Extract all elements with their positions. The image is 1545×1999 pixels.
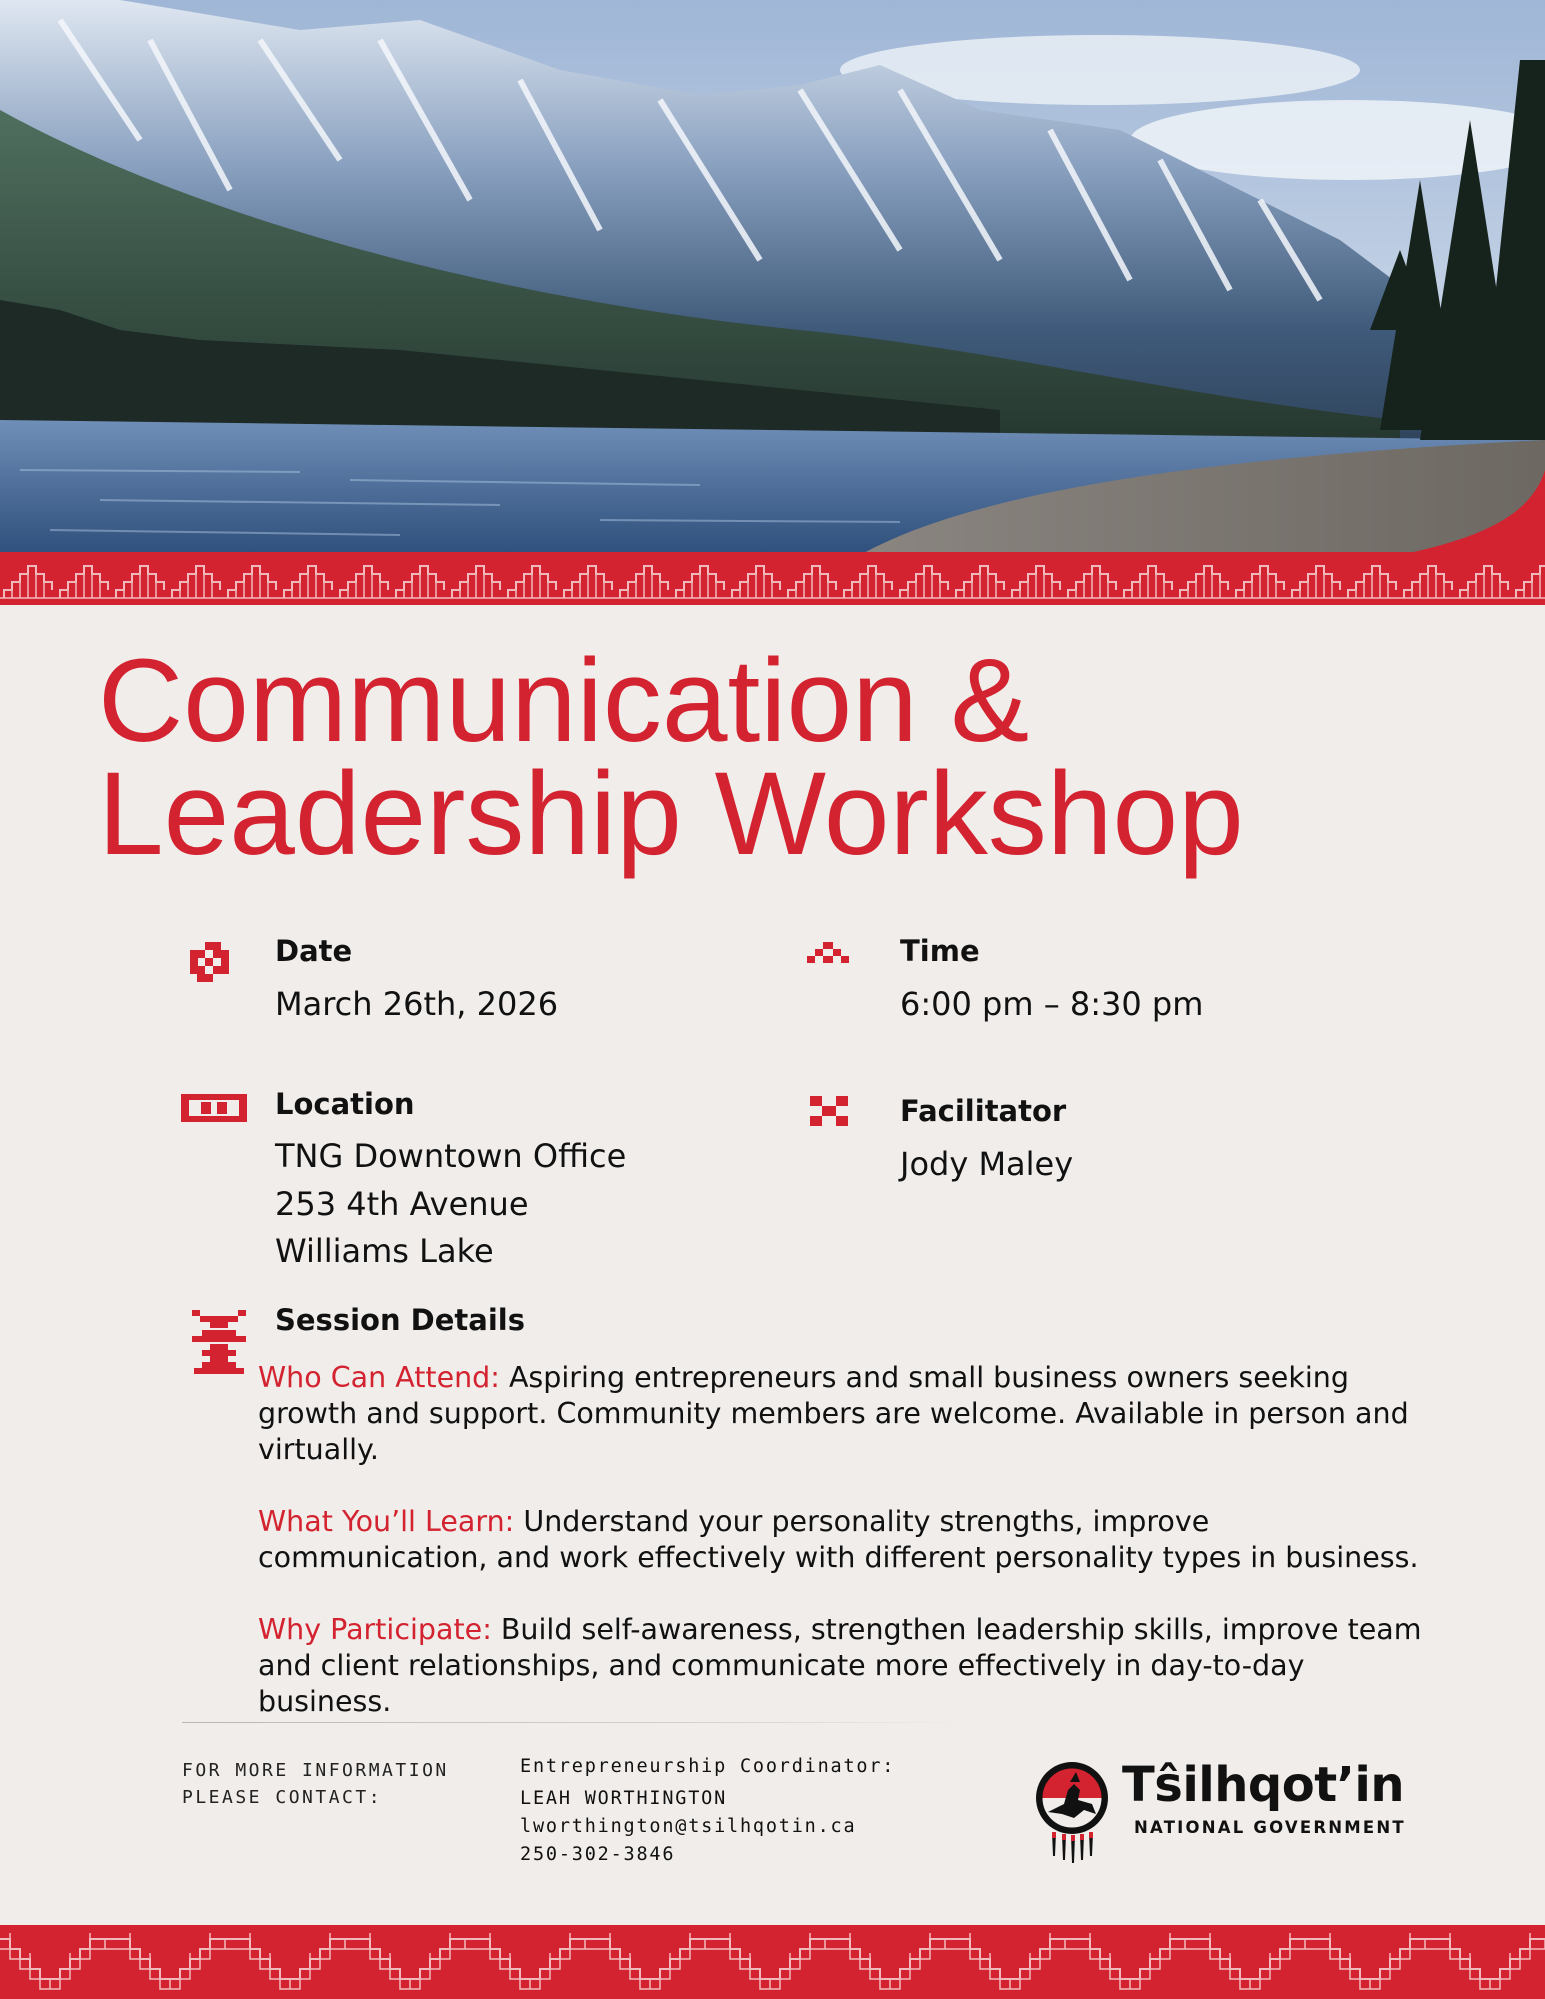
session-heading: Session Details <box>275 1303 525 1337</box>
facilitator-value: Jody Maley <box>900 1145 1074 1183</box>
what-youll-learn-paragraph <box>258 1504 1438 1576</box>
title-line-1: Communication & <box>98 635 1030 767</box>
why-line-3: business. <box>258 1685 392 1718</box>
why-line-1: Build self-awareness, strengthen leadership skills, improve team <box>500 1613 1422 1646</box>
tsilhqotin-seal-icon <box>1034 1760 1114 1868</box>
logo-subtitle: NATIONAL GOVERNMENT <box>1134 1818 1406 1837</box>
facilitator-label: Facilitator <box>900 1094 1067 1128</box>
why-line-2: and client relationships, and communicate more effectively in day-to-day <box>258 1649 1305 1682</box>
location-line-3: Williams Lake <box>275 1232 494 1270</box>
contact-role: Entrepreneurship Coordinator: <box>520 1756 896 1777</box>
cross-pattern-icon <box>810 1096 850 1130</box>
top-pattern-band <box>0 552 1545 605</box>
who-line-1: Aspiring entrepreneurs and small business owners seeking <box>508 1361 1349 1394</box>
what-line-2: communication, and work effectively with different personality types in business. <box>258 1541 1419 1574</box>
location-line-1: TNG Downtown Office <box>275 1137 627 1175</box>
location-label: Location <box>275 1087 415 1121</box>
what-line-1: Understand your personality strengths, improve <box>523 1505 1210 1538</box>
contact-details <box>520 1753 895 1869</box>
contact-email[interactable]: lworthington@tsilhqotin.ca <box>520 1816 857 1837</box>
title-line-2: Leadership Workshop <box>98 748 1244 880</box>
stacked-triangles-icon <box>188 1310 250 1380</box>
checker-pattern-icon <box>190 942 236 992</box>
contact-name: LEAH WORTHINGTON <box>520 1788 728 1809</box>
date-value: March 26th, 2026 <box>275 985 559 1023</box>
who-line-3: virtually. <box>258 1433 379 1466</box>
location-line-2: 253 4th Avenue <box>275 1185 529 1223</box>
band-pattern-icon <box>181 1094 247 1126</box>
page-title <box>98 635 1478 880</box>
contact-phone[interactable]: 250-302-3846 <box>520 1844 676 1865</box>
hero-landscape-image <box>0 0 1545 555</box>
what-label: What You’ll Learn: <box>258 1505 515 1538</box>
time-value: 6:00 pm – 8:30 pm <box>900 985 1204 1023</box>
logo-wordmark: Tŝilhqot’in <box>1122 1757 1405 1813</box>
section-divider <box>182 1722 962 1723</box>
who-label: Who Can Attend: <box>258 1361 500 1394</box>
who-can-attend-paragraph <box>258 1360 1438 1468</box>
why-label: Why Participate: <box>258 1613 492 1646</box>
time-label: Time <box>900 934 980 968</box>
bottom-pattern-band <box>0 1925 1545 1999</box>
date-label: Date <box>275 934 353 968</box>
who-line-2: growth and support. Community members are welcome. Available in person and <box>258 1397 1409 1430</box>
stepped-triangle-icon <box>806 942 852 974</box>
why-participate-paragraph <box>258 1612 1438 1720</box>
contact-prompt <box>182 1757 449 1811</box>
contact-prompt-line-2: PLEASE CONTACT: <box>182 1787 383 1808</box>
contact-prompt-line-1: FOR MORE INFORMATION <box>182 1760 449 1781</box>
